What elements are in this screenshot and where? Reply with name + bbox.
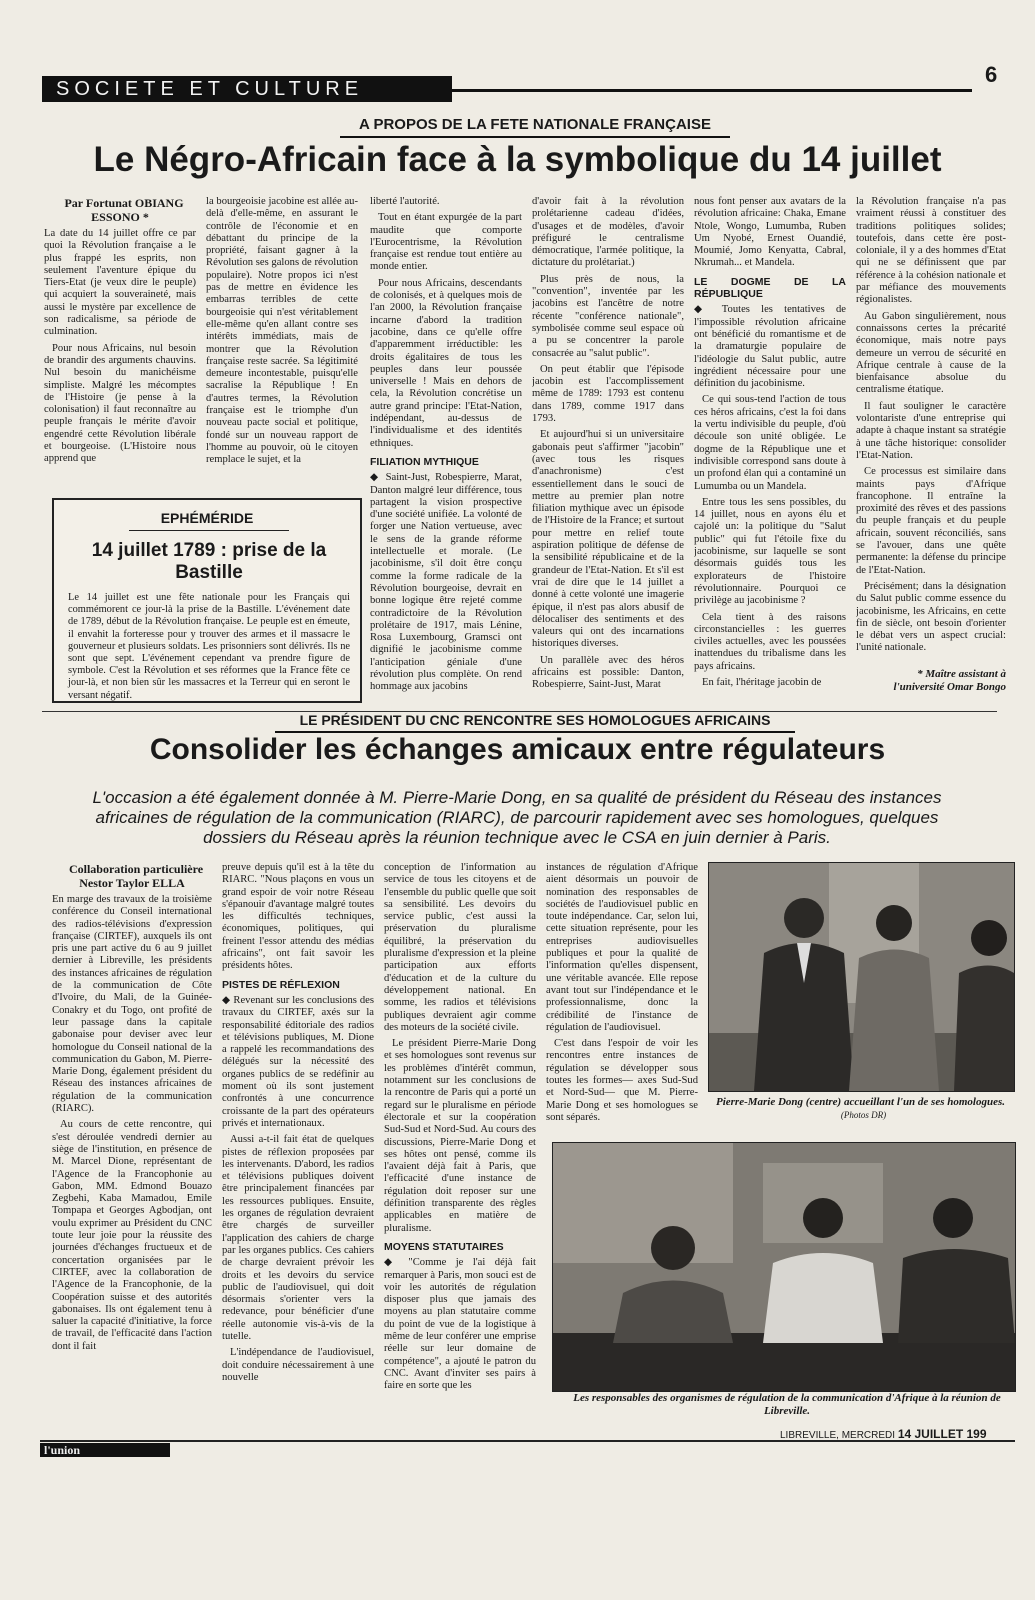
article1-kicker-rule [340,136,730,138]
article1-paragraph: Précisément; dans la désignation du Salut public comme essence du jacobinisme, les Africains, en cette fin de siècle, ont besoin d'orienter le débat vers un aspect crucial: l'unité nationale. [856,580,1006,654]
article1-paragraph: En fait, l'héritage jacobin de [702,676,822,688]
article1-paragraph: Ce qui sous-tend l'action de tous ces héros africains, c'est la foi dans la vertu indivisible du peuple, d'où découle son unité obligée. Le dogme de la République une et indivisible correspond sans doute à un profond élan qui a contaminé un Lumumba ou un Mandela. [694,394,846,492]
article1-paragraph: Pour nous Africains, nul besoin de brandir des arguments chauvins. Nul besoin du manichéisme simpliste. Malgré les mécomptes de l'Histoire (je pense à la colonisation) il faut reconnaître au peuple français le mérite d'avoir engendré cette Révolution libérale et bourgeoise. (L'Histoire nous apprend que [44,342,196,465]
article1-paragraph: Pour nous Africains, descendants de colonisés, et à quelques mois de l'an 2000, la Révolution française incarne d'abord la tradition jacobine, dans ce qu'elle offre d'apparemment irréductible: les droits égalitaires de tous les peuples dans leur poussée universelle ! Mais en dehors de cela, la Révolution concrétise un autre grand principe: l'Etat-Nation, indépendant, au-dessus de l'individualisme et des identités ethniques. [370,277,522,449]
article1-paragraph: Ce processus est similaire dans maints pays d'Afrique francophone. Il entraîne la proximité des rêves et des passions du peuple français et du peuple africain, souvent réconciliés, sans se l'avouer, dans une quête permanente: la défense du principe de l'Etat-Nation. [856,466,1006,576]
author-footnote-line: * Maître assistant à [917,668,1006,680]
article2-subheading-moyens: MOYENS STATUTAIRES [384,1240,504,1253]
ephemeride-title: 14 juillet 1789 : prise de la Bastille [91,540,327,583]
article2-column-2 [222,862,374,1430]
ephemeride-label: EPHÉMÉRIDE [160,510,254,526]
meeting-photo-table [552,1142,1016,1392]
article1-column-6 [856,196,1006,656]
article1-paragraph: Tout en étant expurgée de la part maudite que comporte l'Eurocentrisme, la Révolution française est rendue tout entière au monde entier. [370,212,522,273]
article2-paragraph: ◆ "Comme je l'ai déjà fait remarquer à Paris, mon souci est de voir les autorités de régulation disposer plus que jamais des moyens au plan statutaire comme du point de vue de la logistique à même de leur conférer une emprise réelle sur leur domaine de compétence", a ajouté le patron du CNC. Avant d'inviter ses pairs à faire en sorte que les [384,1257,536,1392]
article1-column-5 [694,196,846,702]
author-footnote [856,668,1006,694]
ephemeride-text: Le 14 juillet est une fête nationale pour les Français qui commémorent ce jour-là la prise de la Bastille. L'événement date de 1789, début de la Révolution française. Le peuple est en émeute, il envahit la forteresse pour y trouver des armes et il massacre le gouverneur et plusieurs soldats. Les prisonniers sont délivrés. Ils ne sont que sept. L'événement cependant va prendre figure de symbole. C'est la Révolution et ses réformes que la France fête ce jour-là, et non bien sûr les massacres et la Terreur qui en seront le versant négatif. [68,592,350,701]
article2-paragraph: ◆ Revenant sur les conclusions des travaux du CIRTEF, axés sur la responsabilité éditoriale des radios et télévisions publiques, M. Dione a rappelé les recommandations des délégués sur la nécessité des organes publics de se redéfinir au moment où ils sont justement confrontés à une concurrence croissante de la part des opérateurs privés et internationaux. [222,994,374,1129]
footer-date: 14 JUILLET 199 [897,1427,987,1441]
article2-paragraph: conception de l'information au service de tous les citoyens et de l'ensemble du public quelle que soit sa sensibilité. Les devoirs du service public, c'est aussi la préservation du pluralisme équilibré, la préservation du pluralisme d'expression et la pleine participation aux efforts d'éducation et de la culture du développement national. En somme, les radios et télévisions publiques devraient agir comme des moteurs de la société civile. [384,862,536,1033]
article2-deck: L'occasion a été également donnée à M. Pierre-Marie Dong, en sa qualité de président du Réseau des instances africaines de régulation de la communication (RIARC), de parcourir rapidement avec ses homologues, quelques dossiers du Réseau après la réunion technique avec le CSA en juin dernier à Paris. [92,788,942,847]
article2-paragraph: preuve depuis qu'il est à la tête du RIARC. "Nous plaçons en vous un grand espoir de voir notre Réseau s'épanouir d'avantage malgré toutes les difficultés techniques, économiques, politiques, qui freinent l'essor attendu des médias africains", ont fait savoir les présidents hôtes. [222,862,374,972]
article1-column-1 [44,196,196,492]
article1-paragraph: Un parallèle avec des héros africains est possible: Danton, Robespierre, Saint-Just, Marat [532,654,684,691]
article1-paragraph: Cela tient à des raisons circonstancielles : les guerres civiles actuelles, avec les poussées inattendues du tribalisme dans les pays africains. [694,611,846,672]
article2-paragraph: Aussi a-t-il fait état de quelques pistes de réflexion proposées par les intervenants. D'abord, les radios et télévisions publiques doivent être principalement financées par les ressources publiques. Ensuite, les organes de régulation devraient être chargés de surveiller l'application des cahiers de charge par les organes publics. Ces cahiers de charge devraient prévoir les droits et les devoirs du service public de l'audiovisuel, qui doit désormais s'orienter vers la redevance, pour bénéficier d'une réelle autonomie vis-à-vis de la tutelle. [222,1134,374,1342]
article1-paragraph: nous font penser aux avatars de la révolution africaine: Chaka, Emane Ntole, Wongo, Lumumba, Ruben Um Nyobé, Ernest Ouandié, Moumié, Jomo Kenyatta, Cabral, Nkrumah... et Mandela. [694,196,846,269]
article2-paragraph: En marge des travaux de la troisième conférence du Conseil international des radios-télévisions d'expression française (CIRTEF), auxquels ils ont pris une part active du 6 au 9 juillet dernier à Libreville, les présidents des instances africaines de régulation de la communication de Côte d'Ivoire, du Mali, de la Guinée-Conakry et du Togo, ont profité de leur passage dans la capitale gabonaise pour deviser avec leur homologue du Conseil national de la communication du Gabon, M. Pierre-Marie Dong, également président du Réseau des instances africaines de régulation de la communication (RIARC). [52,894,212,1115]
ephemeride-box [52,498,362,703]
article1-byline: Par Fortunat OBIANG ESSONO * [64,196,184,224]
photo1-caption [708,1096,1013,1122]
article1-paragraph: On peut établir que l'épisode jacobin est l'accomplissement même de 1789: 1793 est contenu dans 1789, comme 1917 dans 1793. [532,363,684,425]
article2-headline: Consolider les échanges amicaux entre régulateurs [149,733,886,766]
article1-column-4 [532,196,684,702]
photo2-caption: Les responsables des organismes de régulation de la communication d'Afrique à la réunion de Libreville. [573,1392,1001,1417]
article2-byline: Collaboration particulière Nestor Taylor ELLA [68,862,204,890]
article1-paragraph: Au Gabon singulièrement, nous connaissons certes la précarité économique, mais notre pays demeure un verrou de sécurité en Afrique centrale à cause de la bienfaisance absolue du centralisme étatique. [856,310,1006,396]
article1-paragraph: liberté l'autorité. [370,196,440,207]
article1-paragraph: La date du 14 juillet offre ce par quoi la Révolution française a le plus frappé les esprits, non seulement l'aventure épique du Tiers-Etat (je veux dire le peuple) qui acquiert la souveraineté, mais aussi le mystère par excellence de son radicalisme, sa période de culmination. [44,228,196,338]
article2-column-1 [52,862,212,1430]
article1-subheading-dogme: LE DOGME DE LA RÉPUBLIQUE [694,275,846,301]
article2-kicker: LE PRÉSIDENT DU CNC RENCONTRE SES HOMOLOGUES AFRICAINS [299,712,771,728]
article1-paragraph: Entre tous les sens possibles, du 14 juillet, nous en ayons élu et cajolé un: la politique du "Salut public" qui fut l'étoile fixe du jacobinisme, sur laquelle se sont désormais guidés tous les explorateurs de l'histoire révolutionnaire. Pourquoi ce privilège au jacobinisme ? [694,496,846,607]
article2-paragraph: instances de régulation d'Afrique aient désormais un pouvoir de nomination des responsables de sociétés de l'audiovisuel public en toute indépendance. Car, selon lui, cette situation représente, pour les entreprises audiovisuelles publiques et pour la qualité de l'information qu'elles dispensent, une véritable avancée. Elle repose avant tout sur l'indépendance et le professionnalisme, donc la crédibilité de l'instance de régulation de l'audiovisuel. [546,862,698,1033]
footer-dateline [780,1427,1020,1441]
photo-credit: (Photos DR) [840,1110,887,1120]
article1-paragraph: Et aujourd'hui si un universitaire gabonais peut s'affirmer "jacobin" (avec tous les risques d'anachronisme) c'est essentiellement dans le souci de mettre au premier plan notre filiation mythique avec un épisode de l'Histoire de la France; et surtout pour mettre en relief toute aspiration politique de défense de la sensibilité républicaine et de la grandeur de l'Etat-Nation. Et s'il est vrai de dire que le 14 juillet a donné à cette volonté une imagerie épique, il n'est pas alors abusif de délocaliser des sentiments et des valeurs qui ont des incarnations historiques diverses. [532,429,684,650]
article2-paragraph: Au cours de cette rencontre, qui s'est déroulée vendredi dernier au siège de l'institution, en présence de M. Marcel Dione, représentant de l'Agence de la Francophonie au Gabon, MM. Edmond Bouazo Zegbehi, Kaba Mamadou, Emile Tompapa et Georges Agbodjan, ont voulu exprimer au Président du CNC toute leur joie pour la réussite des journées d'échanges fructueux et de concertation organisées par le CIRTEF, avec la collaboration de l'Agence de la Francophonie, de la Coopération suisse et des autorités gabonaises. Ils ont également tenu à saluer la capacité d'initiative, la force de travail, de l'efficacité dans l'action dont il fait [52,1119,212,1352]
article1-column-2 [206,196,358,492]
article2-paragraph: L'indépendance de l'audiovisuel, doit conduire nécessairement à une nouvelle [222,1347,374,1383]
article1-paragraph: la Révolution française n'a pas vraiment réussi à constituer des traditions politiques solides; toutefois, dans cette ère post-coloniale, il y a des hommes d'Etat qui ne se définissent que par référence à la cohésion nationale et par méfiance des mouvements régionalistes. [856,196,1006,306]
page-number: 6 [985,62,998,87]
article2-subheading-pistes: PISTES DE RÉFLEXION [222,978,340,991]
footer-place: LIBREVILLE, MERCREDI [780,1430,896,1441]
article2-column-3 [384,862,536,1430]
table-photo-illustration [553,1143,1015,1391]
article1-paragraph: Plus près de nous, la "convention", inventée par les jacobins est l'ancêtre de notre récente "conférence nationale", symbolisée comme seul espace où a pu se concentrer la parole consacrée au "salut public". [532,273,684,359]
header-rule [452,89,972,92]
article1-paragraph: ◆ Toutes les tentatives de l'impossible révolution africaine ont bénéficié du romantisme et de la dramaturgie populaire de l'idéologie du Salut public, autre ingrédient nécessaire pour une définition du jacobinisme. [694,304,846,390]
author-footnote-line: l'université Omar Bongo [893,681,1006,693]
section-banner: SOCIETE ET CULTURE [42,76,452,102]
meeting-photo-handshake [708,862,1015,1092]
handshake-photo-illustration [709,863,1014,1091]
article1-column-3 [370,196,522,702]
ephemeride-label-rule [129,530,289,531]
article1-paragraph: la bourgeoisie jacobine est allée au-delà d'elle-même, en assurant le contrôle de l'économie et en débattant du principe de la propriété, faisant gagner à la Révolution ses galons de révolution populaire). Notre propos ici n'est pas de mettre en évidence les embarras terribles de cette bourgeoisie qui n'est véritablement elle-même qu'en allant contre ses intérêts immédiats, mais de montrer que la Révolution française reste sacrée. Sa légitimité demeure incontestable, puisqu'elle sacralise la République ! En d'autres termes, la Révolution française est le triomphe d'un nouveau pacte social et politique, fondé sur un nouveau rapport de l'homme au pouvoir, où le citoyen remplace le sujet, et la [206,196,358,466]
photo1-caption-text: Pierre-Marie Dong (centre) accueillant l'un de ses homologues. [715,1096,1006,1108]
newspaper-name: l'union [40,1443,170,1457]
article1-subheading-filiation: FILIATION MYTHIQUE [370,455,479,468]
article1-headline: Le Négro-Africain face à la symbolique du 14 juillet [93,140,942,179]
article2-paragraph: C'est dans l'espoir de voir les rencontres entre instances de régulation se développer sous toutes les formes— axes Sud-Sud et Nord-Sud— que M. Pierre-Marie Dong et ses homologues se sont séparés. [546,1038,698,1123]
article1-paragraph: ◆ Saint-Just, Robespierre, Marat, Danton malgré leur différence, tous partagent la vision prospective d'une société unifiée. La volonté de forger une Nation vertueuse, avec le sens de la grande réforme intellectuelle et morale. (Le jacobinisme, s'il doit être conçu comme la forme radicale de la Révolution bourgeoise, devrait en bonne logique être rejeté comme contradictoire de la Révolution prolétaire de 1917, mais Lénine, Rosa Luxembourg, Gramsci ont dignifié le jacobinisme comme l'anticipation géniale d'une révolution plus complète. On rend hommage aux jacobins [370,472,522,693]
article1-paragraph: Il faut souligner le caractère volontariste d'une entreprise qui adapte à chaque instant sa stratégie à une tâche historique: consolider l'Etat-Nation. [856,400,1006,461]
article2-column-4 [546,862,698,1142]
article1-kicker: A PROPOS DE LA FETE NATIONALE FRANÇAISE [359,116,711,133]
article1-paragraph: d'avoir fait à la révolution prolétarienne cadeau d'idées, d'usages et de modèles, d'avoir préfiguré le centralisme démocratique, l'armée politique, la dictature du prolétariat.) [532,196,684,269]
article2-paragraph: Le président Pierre-Marie Dong et ses homologues sont revenus sur les problèmes d'intérêt commun, notamment sur les conclusions de la rencontre de Paris qui a porté un regard sur le pluralisme en période électorale et sur la coopération Sud-Sud et Nord-Sud. Au cours des discussions, Pierre-Marie Dong et ses hôtes ont pensé, comme ils l'avaient déjà fait à Paris, que l'efficacité d'une instance de régulation doit reposer sur une définition transparente des règles applicables en matière de pluralisme. [384,1038,536,1234]
